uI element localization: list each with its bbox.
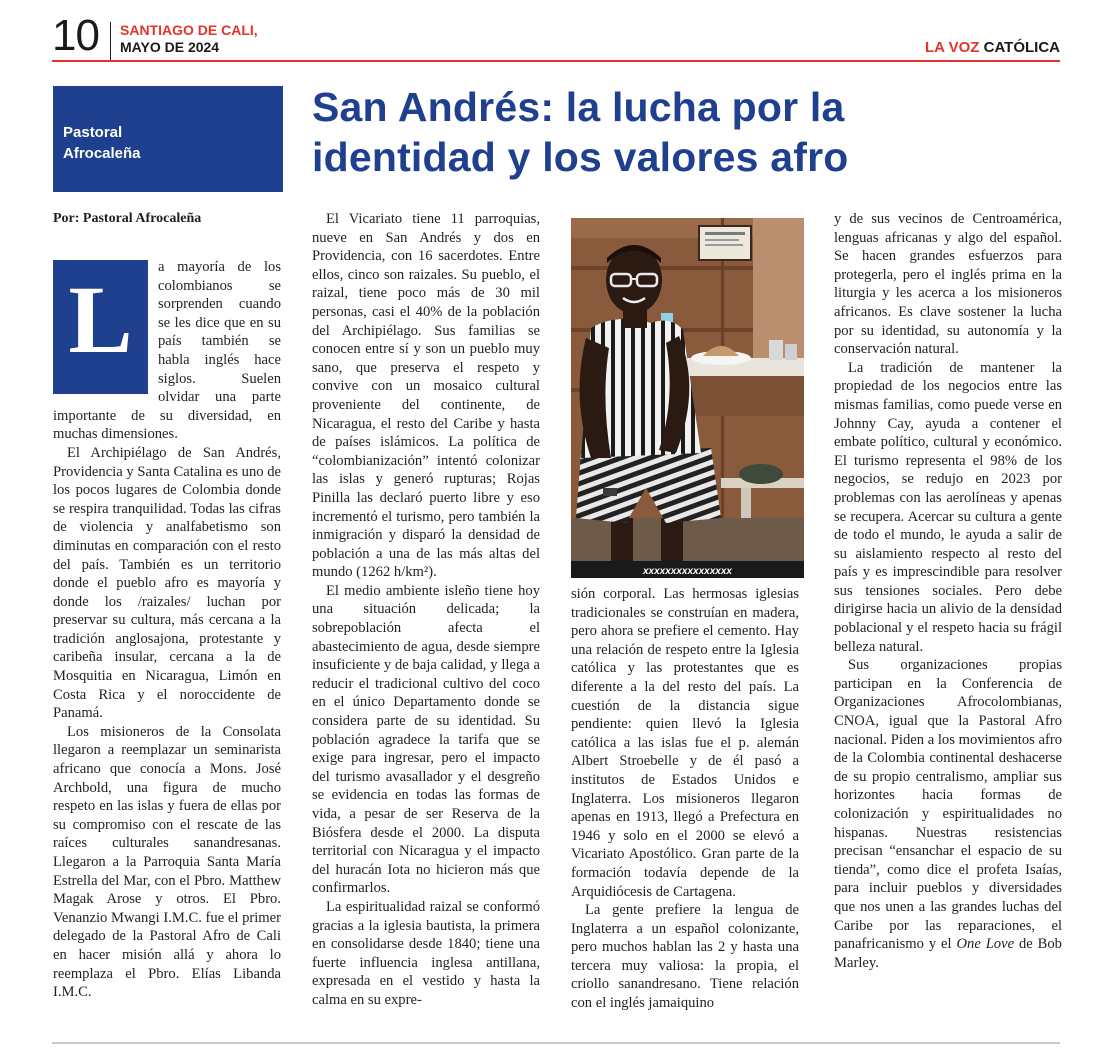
paragraph: La espiritualidad raizal se conformó gracias a la iglesia bautista, la primera en consolidarse desde 1840; tiene una fuerte influencia inglesa antillana, expresada en el vestido y hasta la calma en su expre- — [312, 898, 540, 1008]
paragraph: El Vicariato tiene 11 parroquias, nueve en San Andrés y dos en Providencia, con 16 sacerdotes. Entre ellos, cinco son raizales. Su pueblo, el raizal, tiene poco más de 30 mil personas, casi el 40% de la población del Archipiélago. Sus familias se conocen entre sí y son un pueblo muy sano, que preserva el respeto y convive con un mosaico cultural proveniente del continente, de Nicaragua, el resto del Caribe y hasta de países islámicos. La política de “colombianización” intentó colonizar las islas y generó rupturas; Rojas Pinilla las declaró puerto libre y eso incrementó el turismo, pero también la inmigración y disparó la densidad de población a una de las más altas del mundo (1262 h/km²). — [312, 211, 540, 581]
photo-caption — [571, 561, 804, 578]
headline — [312, 82, 1072, 182]
paragraph: Los misioneros de la Consolata llegaron a reemplazar un seminarista africano que conocía a Mons. José Archbold, una figura de mucho respeto en las islas y fuera de ellas por su compromiso con el rescate de las raíces culturales sanandresanas. Llegaron a la Parroquia Santa María Estrella del Mar, con el Pbro. Matthew Magak Arose y otros. El Pbro. Venanzio Mwangi I.M.C. fue el primer delegado de la Pastoral Afro de Cali en hacer misión allá y ahora lo reemplaza el Pbro. Elías Libanda I.M.C. — [53, 723, 281, 1001]
article-column-1 — [53, 258, 281, 1002]
paragraph: a mayoría de los colombianos se sorprenden cuando se les dice que en su país también se habla inglés hace siglos. Suelen olvidar una parte importante de su diversidad, en muchas dimensiones. — [53, 259, 281, 443]
headline-line2: identidad y los valores afro — [312, 134, 849, 180]
paragraph: El Archipiélago de San Andrés, Providencia y Santa Catalina es uno de los pocos lugares de Colombia donde se respira tranquilidad. Todas las cifras de violencia y analfabetismo son diminutas en comparación con el resto del país. También es un territorio donde el pueblo afro es mayoría y donde los /raizales/ luchan por preservar su cultura, más cercana a la tradición anglosajona, protestante y caribeña insular, cercana a la de Mosquitia en Nicaragua, Limón en Costa Rica y el noroccidente de Panamá. — [53, 444, 281, 722]
newspaper-name — [925, 39, 1060, 56]
header-divider — [110, 22, 111, 60]
byline: Por: Pastoral Afrocaleña — [53, 211, 202, 226]
page-number: 10 — [52, 11, 99, 60]
dropcap-box — [53, 260, 148, 394]
paragraph-final — [834, 656, 1062, 972]
photo-caption-text: xxxxxxxxxxxxxxxx — [643, 566, 732, 577]
newspaper-name-part2: CATÓLICA — [983, 39, 1060, 56]
newspaper-name-part1: LA VOZ — [924, 39, 980, 56]
article-column-3 — [571, 585, 799, 1013]
section-label — [63, 122, 183, 164]
article-column-2 — [312, 210, 540, 1010]
section-label-line1: Pastoral — [63, 124, 123, 141]
article-photo — [571, 218, 804, 561]
dropcap-letter: L — [68, 266, 133, 373]
paragraph: El medio ambiente isleño tiene hoy una situación delicada; la sobrepoblación afecta el abastecimiento de agua, desde siempre insuficiente y de baja calidad, y llega a reducir el tradicional cultivo del coco en el único Departamento donde se considera parte de su identidad. Su población agradece la tarifa que se exige para ingresar, pero el impacto del turismo avasallador y el desgreño se evidencia en todas las formas de vida, a pesar de ser Reserva de la Biósfera desde el 2000. La disputa territorial con Nicaragua y el impacto del huracán Iota no hicieron más que confirmarlos. — [312, 582, 540, 897]
paragraph: sión corporal. Las hermosas iglesias tradicionales se construían en madera, pero ahora se prefiere el cemento. Hay una relación de respeto entre la Iglesia católica y las protestantes que es diferente a la del resto del país. La cuestión de la distancia sigue pendiente: quien llevó la Iglesia católica a las islas fue el p. alemán Albert Stroebelle y de él pasó a institutos de Estados Unidos e Inglaterra. Los misioneros llegaron apenas en 1913, llegó a Prefectura en 1946 y solo en el 2000 se elevó a Vicariato Apostólico. Gran parte de la formación todavía depende de la Arquidiócesis de Cartagena. — [571, 586, 799, 900]
final-paragraph-text: Sus organizaciones propias participan en la Conferencia de Organizaciones Afrocolombianas, CNOA, igual que la Pastoral Afro nacional. Piden a los movimientos afro de la Colombia continental deshacerse de su propio centralismo, ampliar sus horizontes hacia formas de colonización y espiritualidades no hispanas. Nuestras resistencias precisan “ensanchar el espacio de su tienda”, como dice el profeta Isaías, para incluir pueblos y diversidades que nos unen a las grandes luchas del Caribe por las reparaciones, el panafricanismo y el — [834, 657, 1062, 953]
article-column-4 — [834, 210, 1062, 972]
header-place: SANTIAGO DE CALI, — [120, 22, 258, 38]
paragraph: La gente prefiere la lengua de Inglaterra a un español colonizante, pero muchos hablan las 2 y hasta una tercera muy valiosa: la propia, el criollo sanandresano. Tiene relación con el inglés jamaiquino — [571, 902, 799, 1012]
final-paragraph-end: de Bob Marley. — [834, 936, 1062, 971]
headline-line1: San Andrés: la lucha por la — [312, 84, 845, 130]
paragraph: La tradición de mantener la propiedad de los negocios entre las mismas familias, como puede verse en Johnny Cay, ayuda a contener el embate político, cultural y económico. El turismo representa el 98% de los negocios, se redujo en 2023 por problemas con las aerolíneas y apenas se recupera. Acercar su cultura a gente de todo el mundo, le ayuda a salir de su aislamiento respecto al resto del país y es imprescindible para resolver sus tensiones sociales. Pero debe dirigirse hacia un alivio de la densidad poblacional y el respeto hacia su frágil belleza natural. — [834, 359, 1062, 655]
paragraph: y de sus vecinos de Centroamérica, lenguas africanas y algo del español. Se hacen grandes esfuerzos para protegerla, pero el inglés prima en la liturgia y les acerca a los misioneros africanos. Es clave sostener la lucha por su identidad, su autonomía y la conservación natural. — [834, 211, 1062, 358]
section-box — [53, 86, 283, 192]
section-label-line2: Afrocaleña — [63, 145, 141, 162]
header-date: MAYO DE 2024 — [120, 39, 220, 55]
footer-rule — [52, 1042, 1060, 1044]
one-love-title: One Love — [956, 936, 1015, 953]
header-rule — [52, 60, 1060, 62]
photo-illustration — [571, 218, 804, 561]
